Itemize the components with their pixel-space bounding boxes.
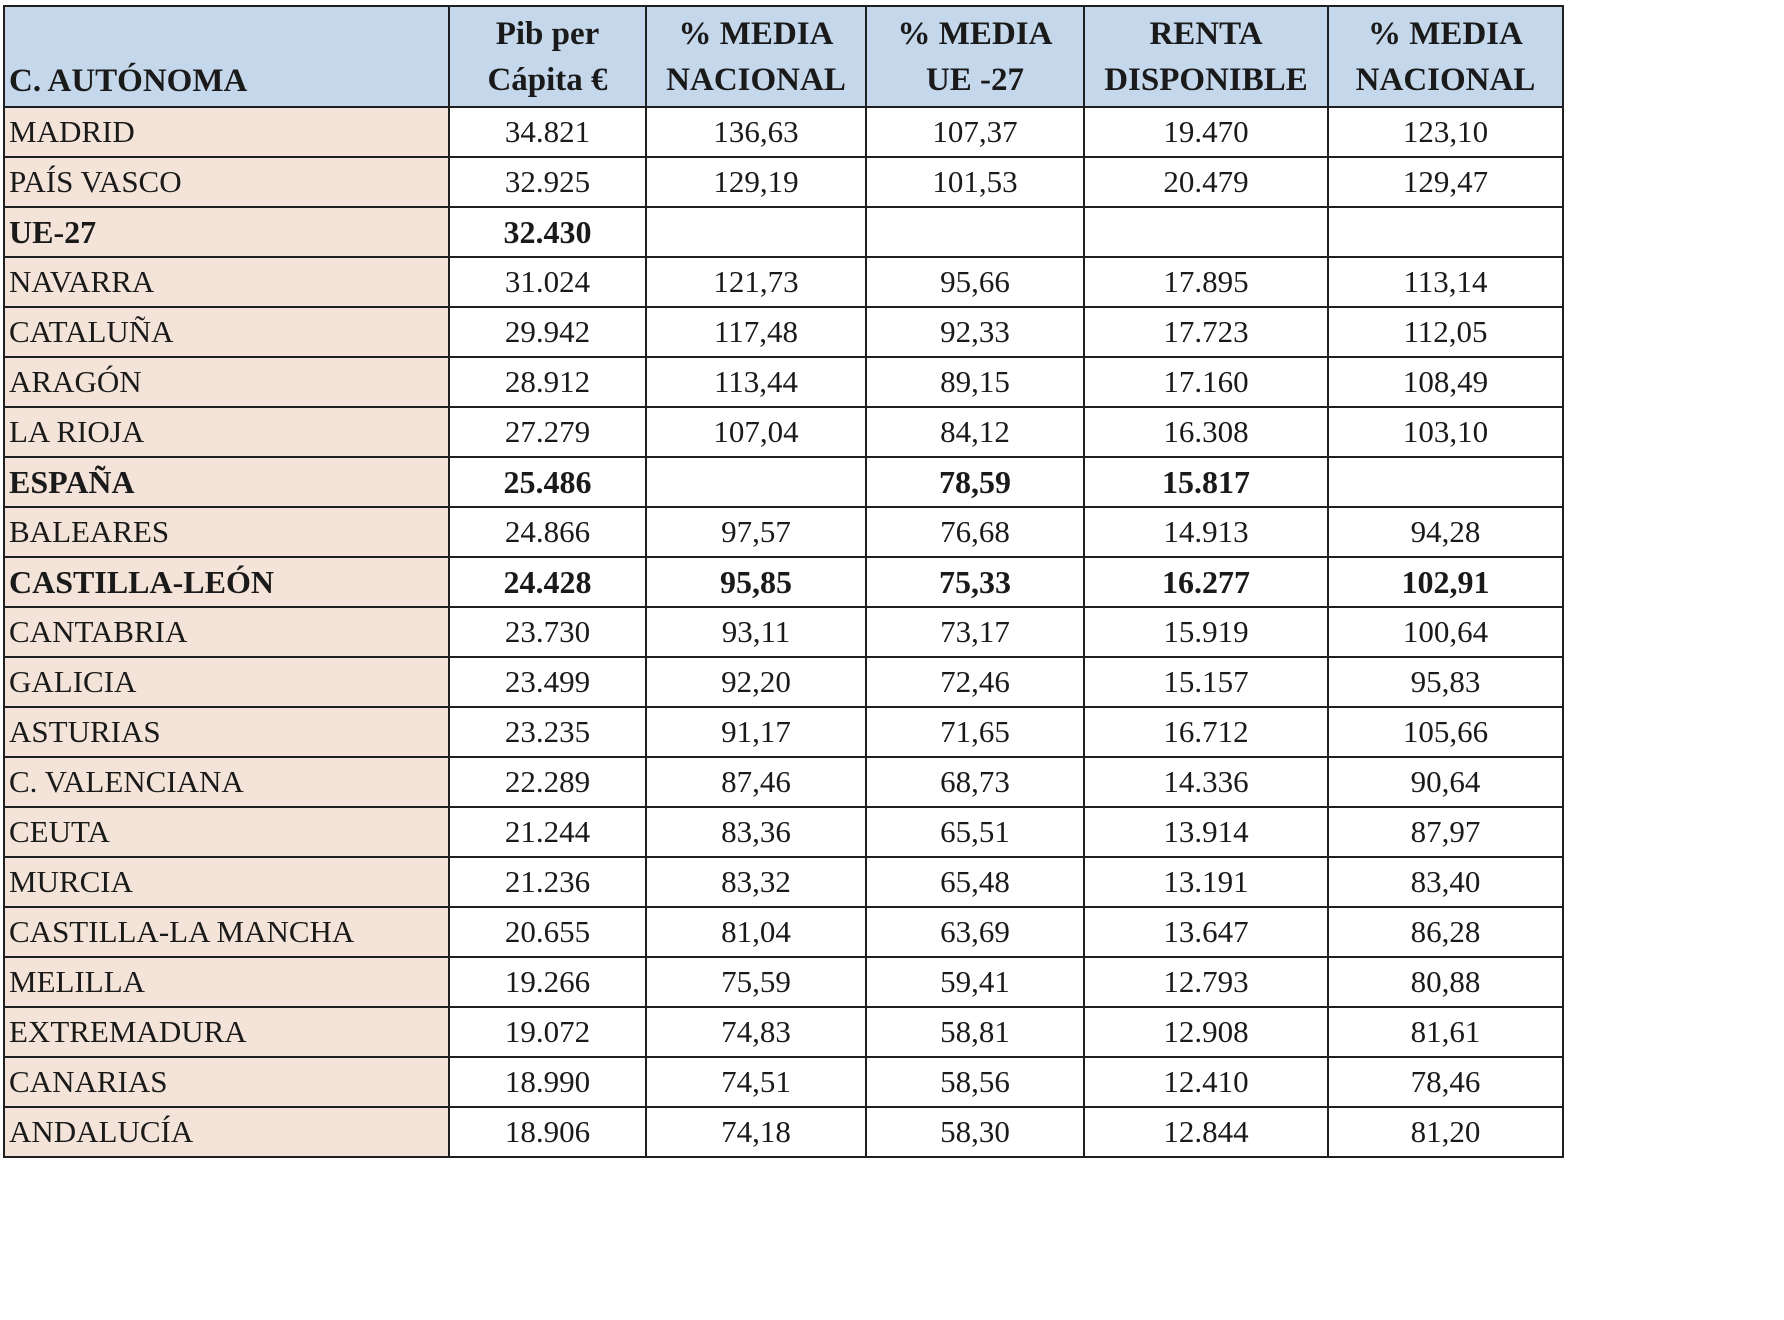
pib-per-capita-cell: 31.024 <box>449 257 646 307</box>
region-name-cell: GALICIA <box>4 657 449 707</box>
pct-media-ue27-cell: 89,15 <box>866 357 1084 407</box>
pib-per-capita-cell: 28.912 <box>449 357 646 407</box>
renta-disponible-cell: 17.160 <box>1084 357 1328 407</box>
table-row <box>4 857 1563 907</box>
pct-media-ue27-cell: 73,17 <box>866 607 1084 657</box>
pib-per-capita-cell: 23.235 <box>449 707 646 757</box>
region-name-cell: CATALUÑA <box>4 307 449 357</box>
table-row <box>4 557 1563 607</box>
pct-media-nacional-cell: 93,11 <box>646 607 866 657</box>
pct-media-nacional-cell <box>646 207 866 257</box>
region-name-cell: CANTABRIA <box>4 607 449 657</box>
renta-disponible-cell: 16.308 <box>1084 407 1328 457</box>
table-row <box>4 157 1563 207</box>
renta-disponible-cell: 12.793 <box>1084 957 1328 1007</box>
renta-disponible-cell: 15.157 <box>1084 657 1328 707</box>
pib-per-capita-cell: 24.428 <box>449 557 646 607</box>
pct-media-nacional-renta-cell: 129,47 <box>1328 157 1563 207</box>
column-header-renta-disponible <box>1084 6 1328 107</box>
table-row <box>4 507 1563 557</box>
pib-per-capita-cell: 29.942 <box>449 307 646 357</box>
renta-disponible-cell: 13.647 <box>1084 907 1328 957</box>
renta-disponible-cell: 17.895 <box>1084 257 1328 307</box>
renta-disponible-cell: 16.277 <box>1084 557 1328 607</box>
pct-media-nacional-renta-cell: 95,83 <box>1328 657 1563 707</box>
pct-media-nacional-renta-cell: 112,05 <box>1328 307 1563 357</box>
renta-disponible-cell: 14.913 <box>1084 507 1328 557</box>
table-row <box>4 257 1563 307</box>
pct-media-nacional-cell: 87,46 <box>646 757 866 807</box>
header-line-2: DISPONIBLE <box>1104 61 1308 98</box>
pct-media-nacional-cell: 107,04 <box>646 407 866 457</box>
pib-per-capita-cell: 34.821 <box>449 107 646 157</box>
table-body <box>4 107 1563 1157</box>
column-header-pib-per-capita <box>449 6 646 107</box>
renta-disponible-cell: 15.919 <box>1084 607 1328 657</box>
table-row <box>4 607 1563 657</box>
column-header-pct-media-nacional-renta <box>1328 6 1563 107</box>
renta-disponible-cell: 13.914 <box>1084 807 1328 857</box>
header-row <box>4 6 1563 107</box>
pct-media-nacional-cell: 136,63 <box>646 107 866 157</box>
pib-per-capita-cell: 24.866 <box>449 507 646 557</box>
pct-media-nacional-renta-cell: 81,20 <box>1328 1107 1563 1157</box>
renta-disponible-cell <box>1084 207 1328 257</box>
pib-per-capita-cell: 22.289 <box>449 757 646 807</box>
table-row <box>4 407 1563 457</box>
pct-media-nacional-cell: 92,20 <box>646 657 866 707</box>
renta-disponible-cell: 20.479 <box>1084 157 1328 207</box>
pct-media-ue27-cell: 65,51 <box>866 807 1084 857</box>
pct-media-nacional-cell: 83,32 <box>646 857 866 907</box>
renta-disponible-cell: 12.410 <box>1084 1057 1328 1107</box>
pct-media-nacional-renta-cell: 78,46 <box>1328 1057 1563 1107</box>
table-row <box>4 907 1563 957</box>
header-line-2: C. AUTÓNOMA <box>9 63 248 99</box>
header-line-2: NACIONAL <box>1355 61 1536 98</box>
region-name-cell: CASTILLA-LEÓN <box>4 557 449 607</box>
renta-disponible-cell: 13.191 <box>1084 857 1328 907</box>
pct-media-ue27-cell: 75,33 <box>866 557 1084 607</box>
pib-per-capita-cell: 23.730 <box>449 607 646 657</box>
region-name-cell: MADRID <box>4 107 449 157</box>
table-row <box>4 357 1563 407</box>
header-line-1: % MEDIA <box>897 15 1053 52</box>
pct-media-nacional-renta-cell: 94,28 <box>1328 507 1563 557</box>
pct-media-ue27-cell: 68,73 <box>866 757 1084 807</box>
region-name-cell: ESPAÑA <box>4 457 449 507</box>
renta-disponible-cell: 14.336 <box>1084 757 1328 807</box>
pct-media-nacional-renta-cell: 108,49 <box>1328 357 1563 407</box>
table-row <box>4 957 1563 1007</box>
pct-media-nacional-renta-cell: 103,10 <box>1328 407 1563 457</box>
pct-media-nacional-renta-cell: 123,10 <box>1328 107 1563 157</box>
pct-media-ue27-cell: 58,81 <box>866 1007 1084 1057</box>
table-row <box>4 657 1563 707</box>
column-header-pct-media-nacional <box>646 6 866 107</box>
pct-media-ue27-cell: 58,56 <box>866 1057 1084 1107</box>
pct-media-ue27-cell: 101,53 <box>866 157 1084 207</box>
pct-media-nacional-cell: 74,51 <box>646 1057 866 1107</box>
pct-media-nacional-renta-cell: 87,97 <box>1328 807 1563 857</box>
pib-per-capita-cell: 18.906 <box>449 1107 646 1157</box>
region-name-cell: MELILLA <box>4 957 449 1007</box>
region-name-cell: CANARIAS <box>4 1057 449 1107</box>
renta-disponible-cell: 12.908 <box>1084 1007 1328 1057</box>
region-name-cell: BALEARES <box>4 507 449 557</box>
table-row <box>4 707 1563 757</box>
table-row <box>4 307 1563 357</box>
pct-media-nacional-cell: 95,85 <box>646 557 866 607</box>
gdp-per-capita-table <box>3 5 1564 1158</box>
header-line-2: NACIONAL <box>666 61 846 98</box>
table-row <box>4 207 1563 257</box>
pct-media-nacional-cell: 74,83 <box>646 1007 866 1057</box>
pct-media-nacional-renta-cell: 105,66 <box>1328 707 1563 757</box>
pib-per-capita-cell: 18.990 <box>449 1057 646 1107</box>
pct-media-ue27-cell: 78,59 <box>866 457 1084 507</box>
pib-per-capita-cell: 21.244 <box>449 807 646 857</box>
pct-media-nacional-cell: 121,73 <box>646 257 866 307</box>
column-header-pct-media-ue27 <box>866 6 1084 107</box>
pib-per-capita-cell: 19.072 <box>449 1007 646 1057</box>
pct-media-nacional-renta-cell: 90,64 <box>1328 757 1563 807</box>
pib-per-capita-cell: 20.655 <box>449 907 646 957</box>
pct-media-ue27-cell <box>866 207 1084 257</box>
table-row <box>4 457 1563 507</box>
pct-media-nacional-cell: 129,19 <box>646 157 866 207</box>
renta-disponible-cell: 15.817 <box>1084 457 1328 507</box>
region-name-cell: PAÍS VASCO <box>4 157 449 207</box>
header-line-1: RENTA <box>1149 15 1263 52</box>
pct-media-ue27-cell: 92,33 <box>866 307 1084 357</box>
renta-disponible-cell: 17.723 <box>1084 307 1328 357</box>
region-name-cell: ANDALUCÍA <box>4 1107 449 1157</box>
pct-media-nacional-cell: 113,44 <box>646 357 866 407</box>
table-row <box>4 757 1563 807</box>
table-row <box>4 1007 1563 1057</box>
pct-media-nacional-renta-cell: 102,91 <box>1328 557 1563 607</box>
pib-per-capita-cell: 21.236 <box>449 857 646 907</box>
pib-per-capita-cell: 19.266 <box>449 957 646 1007</box>
region-name-cell: MURCIA <box>4 857 449 907</box>
pct-media-nacional-renta-cell <box>1328 457 1563 507</box>
pct-media-ue27-cell: 59,41 <box>866 957 1084 1007</box>
renta-disponible-cell: 12.844 <box>1084 1107 1328 1157</box>
column-header-region <box>4 6 449 107</box>
pct-media-ue27-cell: 58,30 <box>866 1107 1084 1157</box>
pct-media-ue27-cell: 65,48 <box>866 857 1084 907</box>
table-row <box>4 107 1563 157</box>
region-name-cell: CEUTA <box>4 807 449 857</box>
pct-media-nacional-cell: 81,04 <box>646 907 866 957</box>
pct-media-ue27-cell: 84,12 <box>866 407 1084 457</box>
pib-per-capita-cell: 23.499 <box>449 657 646 707</box>
region-name-cell: C. VALENCIANA <box>4 757 449 807</box>
region-name-cell: ASTURIAS <box>4 707 449 757</box>
pct-media-ue27-cell: 63,69 <box>866 907 1084 957</box>
pib-per-capita-cell: 25.486 <box>449 457 646 507</box>
pct-media-nacional-renta-cell: 100,64 <box>1328 607 1563 657</box>
pct-media-nacional-renta-cell: 86,28 <box>1328 907 1563 957</box>
pct-media-nacional-renta-cell: 83,40 <box>1328 857 1563 907</box>
renta-disponible-cell: 16.712 <box>1084 707 1328 757</box>
pib-per-capita-cell: 27.279 <box>449 407 646 457</box>
pct-media-nacional-cell: 83,36 <box>646 807 866 857</box>
pct-media-ue27-cell: 76,68 <box>866 507 1084 557</box>
table-row <box>4 1107 1563 1157</box>
pct-media-nacional-cell <box>646 457 866 507</box>
pct-media-ue27-cell: 95,66 <box>866 257 1084 307</box>
renta-disponible-cell: 19.470 <box>1084 107 1328 157</box>
table-row <box>4 807 1563 857</box>
region-name-cell: UE-27 <box>4 207 449 257</box>
pct-media-nacional-renta-cell <box>1328 207 1563 257</box>
header-line-1: % MEDIA <box>1368 15 1523 52</box>
pct-media-ue27-cell: 72,46 <box>866 657 1084 707</box>
pct-media-nacional-renta-cell: 80,88 <box>1328 957 1563 1007</box>
pct-media-ue27-cell: 107,37 <box>866 107 1084 157</box>
pct-media-nacional-cell: 117,48 <box>646 307 866 357</box>
pct-media-nacional-cell: 74,18 <box>646 1107 866 1157</box>
pct-media-nacional-cell: 97,57 <box>646 507 866 557</box>
header-line-2: Cápita € <box>487 61 608 98</box>
table-header <box>4 6 1563 107</box>
pib-per-capita-cell: 32.430 <box>449 207 646 257</box>
region-name-cell: ARAGÓN <box>4 357 449 407</box>
pct-media-nacional-cell: 91,17 <box>646 707 866 757</box>
table-row <box>4 1057 1563 1107</box>
region-name-cell: NAVARRA <box>4 257 449 307</box>
pct-media-nacional-cell: 75,59 <box>646 957 866 1007</box>
pib-per-capita-cell: 32.925 <box>449 157 646 207</box>
region-name-cell: EXTREMADURA <box>4 1007 449 1057</box>
header-line-1: Pib per <box>495 15 600 52</box>
pct-media-nacional-renta-cell: 81,61 <box>1328 1007 1563 1057</box>
region-name-cell: CASTILLA-LA MANCHA <box>4 907 449 957</box>
pct-media-nacional-renta-cell: 113,14 <box>1328 257 1563 307</box>
header-line-1: % MEDIA <box>678 15 834 52</box>
region-name-cell: LA RIOJA <box>4 407 449 457</box>
pct-media-ue27-cell: 71,65 <box>866 707 1084 757</box>
header-line-2: UE -27 <box>925 61 1025 98</box>
